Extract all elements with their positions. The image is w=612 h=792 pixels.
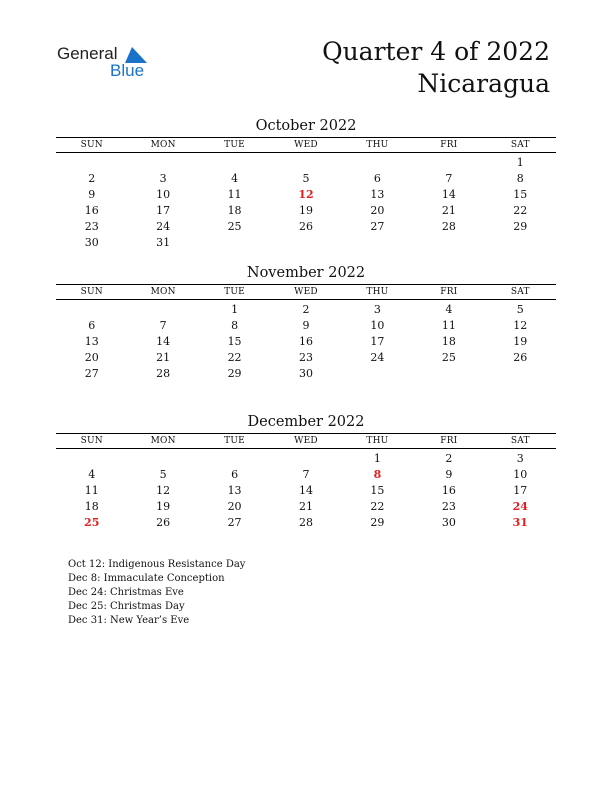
day-cell — [199, 451, 270, 467]
day-cell: 12 — [298, 188, 314, 201]
week-row — [56, 366, 556, 382]
weekday-label: SUN — [80, 140, 103, 150]
day-cell: 27 — [370, 220, 385, 233]
day-cell: 4 — [231, 172, 239, 185]
week-row — [56, 483, 556, 499]
day-cell: 18 — [441, 335, 456, 348]
day-cell: 17 — [370, 335, 385, 348]
day-cell: 11 — [227, 188, 242, 201]
logo — [57, 44, 167, 84]
day-cell — [342, 366, 413, 382]
week-row — [56, 155, 556, 171]
weekday-label: WED — [294, 140, 318, 150]
week-row — [56, 334, 556, 350]
day-cell — [56, 451, 127, 467]
day-cell: 20 — [370, 204, 385, 217]
day-cell: 12 — [156, 484, 171, 497]
day-cell: 25 — [227, 220, 242, 233]
weekday-label: MON — [150, 140, 176, 150]
day-cell: 17 — [156, 204, 171, 217]
day-cell: 2 — [302, 303, 310, 316]
week-row — [56, 302, 556, 318]
day-cell: 6 — [373, 172, 381, 185]
day-cell: 12 — [513, 319, 528, 332]
day-cell: 22 — [370, 500, 385, 513]
month-december — [56, 412, 556, 531]
month-october — [56, 116, 556, 251]
day-cell: 7 — [445, 172, 453, 185]
weekday-header — [56, 137, 556, 153]
holiday-note: Dec 8: Immaculate Conception — [68, 573, 225, 584]
day-cell: 10 — [513, 468, 528, 481]
week-row — [56, 171, 556, 187]
day-cell: 24 — [370, 351, 385, 364]
day-cell: 26 — [298, 220, 313, 233]
day-cell: 8 — [516, 172, 524, 185]
day-cell: 19 — [513, 335, 528, 348]
day-cell — [56, 302, 127, 318]
day-cell: 28 — [441, 220, 456, 233]
day-cell: 6 — [88, 319, 96, 332]
country-title: Nicaragua — [417, 69, 550, 98]
weekday-label: THU — [366, 287, 389, 297]
day-cell: 14 — [156, 335, 171, 348]
day-cell: 23 — [84, 220, 99, 233]
day-cell — [199, 235, 270, 251]
weekday-label: SUN — [80, 436, 103, 446]
holiday-note: Oct 12: Indigenous Resistance Day — [68, 559, 246, 570]
day-cell — [413, 235, 484, 251]
day-cell: 11 — [84, 484, 99, 497]
day-cell: 3 — [516, 452, 524, 465]
day-cell: 20 — [227, 500, 242, 513]
day-cell: 4 — [445, 303, 453, 316]
day-cell — [413, 155, 484, 171]
weekday-label: SAT — [510, 287, 530, 297]
day-cell: 7 — [302, 468, 310, 481]
weekday-label: FRI — [440, 287, 458, 297]
holiday-notes — [68, 558, 245, 628]
week-row — [56, 187, 556, 203]
week-row — [56, 499, 556, 515]
holiday-note: Dec 24: Christmas Eve — [68, 587, 184, 598]
month-title: October 2022 — [255, 118, 357, 134]
day-cell: 30 — [298, 367, 313, 380]
day-cell: 8 — [231, 319, 239, 332]
day-cell: 20 — [84, 351, 99, 364]
day-cell: 25 — [84, 516, 100, 529]
day-cell — [127, 155, 198, 171]
weekday-label: TUE — [224, 436, 245, 446]
day-cell: 13 — [227, 484, 242, 497]
day-cell: 1 — [231, 303, 239, 316]
logo-word-blue: Blue — [110, 61, 145, 80]
weekday-label: SAT — [510, 140, 530, 150]
day-cell: 5 — [159, 468, 167, 481]
day-cell — [56, 155, 127, 171]
day-cell: 8 — [373, 468, 382, 481]
day-cell: 2 — [445, 452, 453, 465]
day-cell — [127, 302, 198, 318]
day-cell: 31 — [512, 516, 528, 529]
day-cell: 22 — [513, 204, 528, 217]
day-cell: 16 — [441, 484, 456, 497]
weekday-label: THU — [366, 140, 389, 150]
weekday-header — [56, 433, 556, 449]
day-cell: 18 — [84, 500, 99, 513]
week-row — [56, 515, 556, 531]
day-cell — [342, 235, 413, 251]
quarter-title: Quarter 4 of 2022 — [322, 37, 550, 66]
day-cell: 9 — [88, 188, 96, 201]
day-cell: 16 — [298, 335, 313, 348]
day-cell: 10 — [370, 319, 385, 332]
day-cell: 25 — [441, 351, 456, 364]
weekday-label: MON — [150, 287, 176, 297]
day-cell: 30 — [84, 236, 99, 249]
day-cell: 13 — [84, 335, 99, 348]
day-cell: 18 — [227, 204, 242, 217]
weekday-label: WED — [294, 436, 318, 446]
weekday-label: SUN — [80, 287, 103, 297]
day-cell: 23 — [441, 500, 456, 513]
day-cell — [342, 155, 413, 171]
day-cell: 1 — [373, 452, 381, 465]
week-row — [56, 467, 556, 483]
day-cell: 10 — [156, 188, 171, 201]
month-title: December 2022 — [247, 414, 365, 430]
week-row — [56, 318, 556, 334]
weekday-label: FRI — [440, 140, 458, 150]
weekday-label: THU — [366, 436, 389, 446]
page-title — [322, 36, 550, 100]
week-row — [56, 451, 556, 467]
day-cell: 24 — [512, 500, 528, 513]
day-cell: 27 — [227, 516, 242, 529]
day-cell: 14 — [441, 188, 456, 201]
day-cell: 29 — [513, 220, 528, 233]
day-cell: 5 — [516, 303, 524, 316]
week-row — [56, 203, 556, 219]
day-cell — [270, 451, 341, 467]
day-cell: 21 — [298, 500, 313, 513]
day-cell: 21 — [441, 204, 456, 217]
day-cell: 24 — [156, 220, 171, 233]
day-cell: 11 — [441, 319, 456, 332]
day-cell: 28 — [156, 367, 171, 380]
day-cell — [485, 235, 556, 251]
day-cell: 15 — [227, 335, 242, 348]
day-cell: 19 — [298, 204, 313, 217]
day-cell — [199, 155, 270, 171]
day-cell: 3 — [373, 303, 381, 316]
week-row — [56, 350, 556, 366]
day-cell: 19 — [156, 500, 171, 513]
day-cell: 17 — [513, 484, 528, 497]
day-cell: 22 — [227, 351, 242, 364]
day-cell: 31 — [156, 236, 171, 249]
day-cell: 29 — [370, 516, 385, 529]
day-cell: 5 — [302, 172, 310, 185]
logo-word-general: General — [57, 44, 118, 63]
day-cell: 30 — [441, 516, 456, 529]
day-cell — [413, 366, 484, 382]
day-cell: 7 — [159, 319, 167, 332]
day-cell: 9 — [445, 468, 453, 481]
day-cell: 23 — [298, 351, 313, 364]
weekday-header — [56, 284, 556, 300]
day-cell: 15 — [513, 188, 528, 201]
day-cell: 13 — [370, 188, 385, 201]
day-cell: 9 — [302, 319, 310, 332]
day-cell: 27 — [84, 367, 99, 380]
weekday-label: FRI — [440, 436, 458, 446]
day-cell — [270, 235, 341, 251]
day-cell: 16 — [84, 204, 99, 217]
holiday-note: Dec 25: Christmas Day — [68, 601, 185, 612]
week-row — [56, 235, 556, 251]
day-cell — [485, 366, 556, 382]
day-cell: 1 — [516, 156, 524, 169]
day-cell — [270, 155, 341, 171]
week-row — [56, 219, 556, 235]
day-cell: 14 — [298, 484, 313, 497]
day-cell: 3 — [159, 172, 167, 185]
day-cell: 4 — [88, 468, 96, 481]
day-cell: 6 — [231, 468, 239, 481]
day-cell: 21 — [156, 351, 171, 364]
day-cell: 26 — [513, 351, 528, 364]
day-cell — [127, 451, 198, 467]
weekday-label: TUE — [224, 287, 245, 297]
day-cell: 15 — [370, 484, 385, 497]
weekday-label: TUE — [224, 140, 245, 150]
weekday-label: WED — [294, 287, 318, 297]
weekday-label: SAT — [510, 436, 530, 446]
month-november — [56, 263, 556, 382]
weekday-label: MON — [150, 436, 176, 446]
holiday-note: Dec 31: New Year’s Eve — [68, 615, 190, 626]
day-cell: 29 — [227, 367, 242, 380]
day-cell: 2 — [88, 172, 96, 185]
day-cell: 26 — [156, 516, 171, 529]
month-title: November 2022 — [246, 265, 366, 281]
day-cell: 28 — [298, 516, 313, 529]
